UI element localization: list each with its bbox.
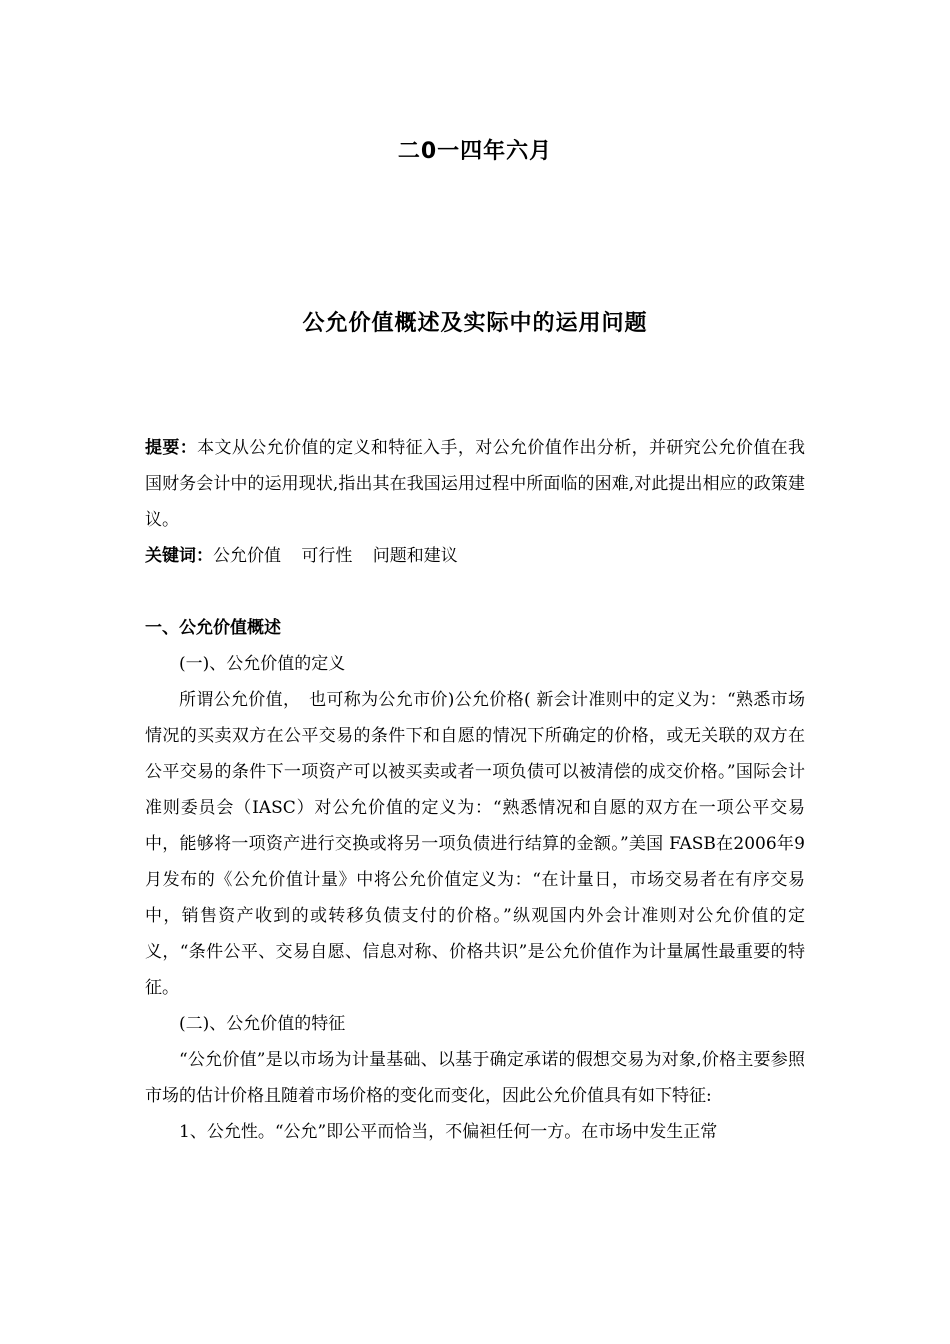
- features-paragraph: “公允价值”是以市场为计量基础、以基于确定承诺的假想交易为对象,价格主要参照市场的估计价格且随着市场价格的变化而变化，因此公允价值具有如下特征:: [145, 1050, 805, 1106]
- keyword-item: 问题和建议: [372, 546, 458, 566]
- keyword-item: 公允价值: [213, 546, 281, 566]
- abstract-text: 本文从公允价值的定义和特征入手，对公允价值作出分析，并研究公允价值在我国财务会计中的运用现状,指出其在我国运用过程中所面临的困难,对此提出相应的政策建议。: [145, 438, 806, 530]
- subsection-heading-definition: (一)、公允价值的定义: [179, 654, 346, 674]
- document-body: [145, 430, 805, 1150]
- keyword-item: 可行性: [301, 546, 353, 566]
- keywords-line: [145, 538, 805, 574]
- date-heading: 二0一四年六月: [397, 139, 553, 164]
- keywords-label: 关键词：: [145, 546, 213, 566]
- section-heading: 一、公允价值概述: [145, 618, 281, 638]
- document-title: 公允价值概述及实际中的运用问题: [302, 311, 648, 336]
- subsection-heading-features: (二)、公允价值的特征: [179, 1014, 346, 1034]
- abstract-label: 提要：: [145, 438, 198, 458]
- fairness-paragraph: 1、公允性。“公允”即公平而恰当，不偏袒任何一方。在市场中发生正常: [179, 1122, 718, 1142]
- abstract-paragraph: [145, 430, 805, 538]
- definition-paragraph: 所谓公允价值， 也可称为公允市价)公允价格( 新会计准则中的定义为：“熟悉市场情况的买卖双方在公平交易的条件下和自愿的情况下所确定的价格，或无关联的双方在公平交易的条件下一项资产可以被买卖或者一项负债可以被清偿的成交价格。”国际会计准则委员会（IASC）对公允价值的定义为：“熟悉情况和自愿的双方在一项公平交易中，能够将一项资产进行交换或将另一项负债进行结算的金额。”美国 FASB在2006年9月发布的《公允价值计量》中将公允价值定义为：“在计量日，市场交易者在有序交易中，销售资产收到的或转移负债支付的价格。”纵观国内外会计准则对公允价值的定义，“条件公平、交易自愿、信息对称、价格共识”是公允价值作为计量属性最重要的特征。: [145, 690, 805, 998]
